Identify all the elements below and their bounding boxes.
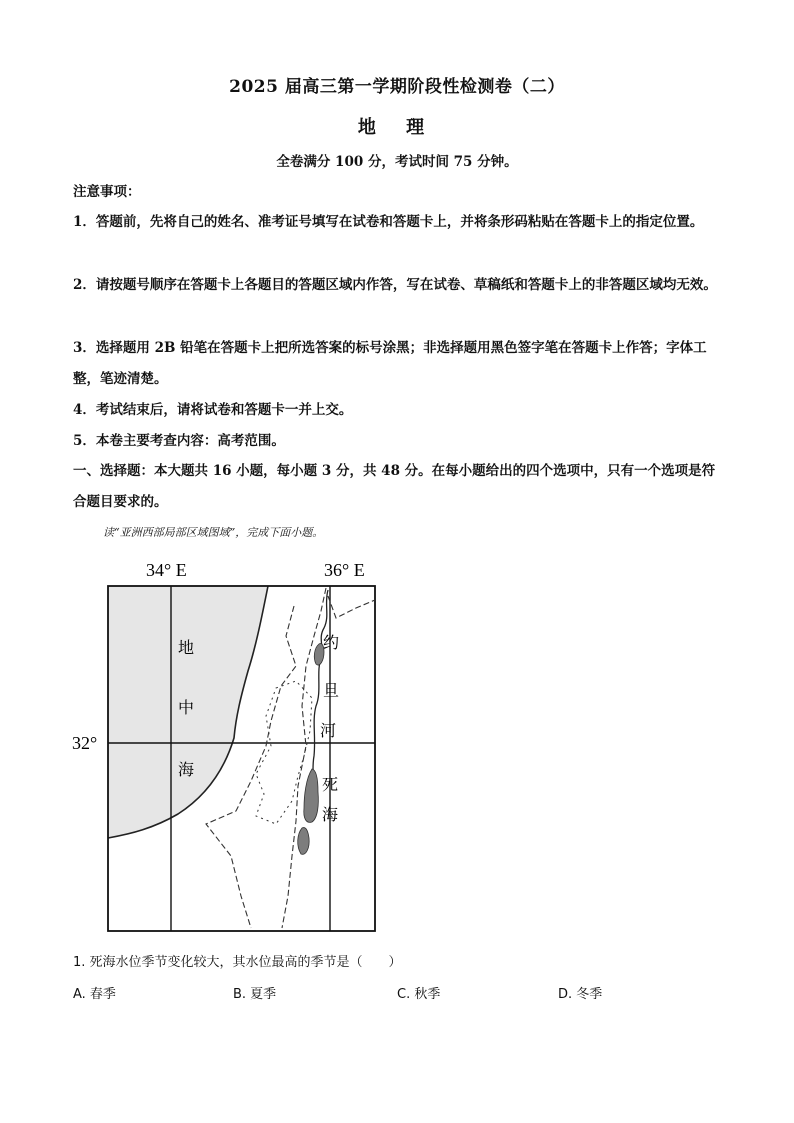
- plus-boundary: [256, 681, 312, 824]
- deadsea-label-1: 死: [322, 775, 339, 794]
- note-item-2: 2．请按题号顺序在答题卡上各题目的答题区域内作答，写在试卷、草稿纸和答题卡上的非答题区域均无效。: [73, 277, 717, 293]
- dead-sea-south: [298, 828, 309, 855]
- note-item-5: 5．本卷主要考查内容：高考范围。: [73, 433, 285, 449]
- sea-label-1: 地: [178, 638, 195, 657]
- sea-label-2: 中: [178, 698, 195, 717]
- river-label-2: 旦: [323, 681, 340, 700]
- river-label-1: 约: [323, 633, 340, 652]
- deadsea-label-2: 海: [322, 805, 339, 824]
- river-label-3: 河: [320, 721, 337, 740]
- note-item-1: 1．答题前，先将自己的姓名、准考证号填写在试卷和答题卡上，并将条形码粘贴在答题卡上的指定位置。: [73, 214, 704, 230]
- border-north: [328, 596, 375, 618]
- option-d[interactable]: D. 冬季: [558, 987, 603, 1002]
- option-a[interactable]: A. 春季: [73, 987, 116, 1002]
- sea-label-3: 海: [178, 760, 195, 779]
- option-b[interactable]: B. 夏季: [233, 987, 277, 1002]
- region-map: [66, 556, 396, 936]
- lon-label-34: 34° E: [146, 560, 187, 580]
- question-1-stem: 1. 死海水位季节变化较大，其水位最高的季节是（ ）: [73, 955, 402, 970]
- exam-title: 2025 届高三第一学期阶段性检测卷（二）: [229, 77, 565, 97]
- lat-label-32: 32°: [72, 733, 98, 753]
- lon-label-36: 36° E: [324, 560, 365, 580]
- map-prompt: 读“亚洲西部局部区域图域”，完成下面小题。: [103, 526, 324, 539]
- section-heading: 一、选择题：本大题共 16 小题，每小题 3 分，共 48 分。在每小题给出的四个选项中，只有一个选项是符合题目要求的。: [73, 463, 716, 510]
- subject-title: 地 理: [357, 117, 437, 138]
- exam-info: 全卷满分 100 分，考试时间 75 分钟。: [276, 154, 518, 170]
- note-item-4: 4．考试结束后，请将试卷和答题卡一并上交。: [73, 402, 353, 418]
- border-east: [282, 588, 326, 928]
- dead-sea: [304, 769, 319, 822]
- notes-heading: 注意事项：: [73, 184, 141, 200]
- option-c[interactable]: C. 秋季: [397, 987, 441, 1002]
- note-item-3: 3．选择题用 2B 铅笔在答题卡上把所选答案的标号涂黑；非选择题用黑色签字笔在答题卡上作答；字体工整，笔迹清楚。: [73, 340, 707, 387]
